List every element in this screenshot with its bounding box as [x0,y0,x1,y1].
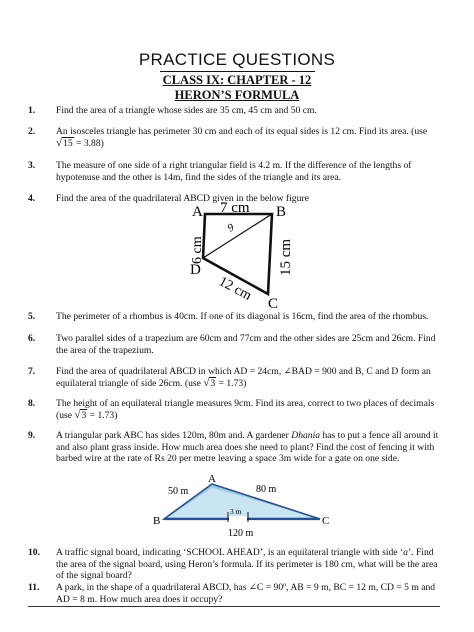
question-text: Find the area of the quadrilateral ABCD given in the below figure [56,193,309,204]
question-number: 9. [28,430,36,441]
sqrt-radicand: 3 [81,409,87,421]
question-text-main: The height of an equilateral triangle measures 9cm. Find its area, correct to two places of decimals (use [56,398,435,421]
question-6 [28,333,440,356]
formula-heading: HERON’S FORMULA [174,88,300,102]
title-underline [160,71,315,72]
question-number: 8. [28,398,36,409]
question-3 [28,160,440,183]
question-9 [28,430,440,465]
question-number: 7. [28,366,36,377]
side-ab-label: 50 m [168,486,189,497]
question-text-a: A triangular park ABC has sides 120m, 80m and. A gardener [56,430,292,441]
question-text-b: has to put a fence all around it and also plant grass inside. How much area does she need to plant? Find the cost of fencing it with barbed wire at the rate of Rs 20 per metre leaving a space 3m wide for a gate on one side. [56,430,439,465]
question-text [56,126,440,149]
diagonal-label: 9 [225,221,237,235]
question-text-a: A traffic signal board, indicating ‘SCHOOL AHEAD’, is an equilateral triangle with side ‘ [56,547,404,558]
question-text-tail: = 3.88) [73,137,104,149]
question-11 [28,582,440,605]
sqrt-radicand: 3 [210,377,216,389]
park-inner-fill [168,488,316,517]
gardener-name: Dhania [291,430,321,441]
vertex-b-label: B [153,515,161,527]
vertex-c-label: C [322,515,330,527]
question-2 [28,126,440,149]
question-text-b: ’. Find the area of the signal board, using Heron’s formula. If its perimeter is 180 cm, what will be the area of the signal board? [56,547,438,582]
question-number: 5. [28,311,36,322]
question-text [56,398,440,421]
question-number: 10. [28,547,40,558]
question-text-main: An isosceles triangle has perimeter 30 cm and each of its equal sides is 12 cm. Find its area. (use [56,126,428,137]
question-number: 3. [28,160,36,171]
class-chapter-heading: CLASS IX: CHAPTER - 12 [162,73,312,87]
question-text-main: Find the area of quadrilateral ABCD in which AD = 24cm, ∠BAD = 900 and B, C and D form an equilateral triangle of side 26cm. (use [56,366,431,389]
question-text [56,366,440,389]
question-5 [28,311,440,323]
side-ab-label: 7 cm [220,200,250,216]
question-number: 6. [28,333,36,344]
vertex-d-label: D [190,262,201,278]
question-text [56,430,440,465]
quadrilateral-figure [180,196,300,310]
gate-label: 3 m [230,507,242,516]
vertex-c-label: C [268,296,279,310]
question-text-tail: = 1.73) [87,409,118,421]
side-ad-label: 6 cm [190,236,205,264]
bottom-rule [28,606,440,607]
park-triangle-figure [150,472,340,544]
vertex-a-label: A [208,473,216,485]
question-number: 4. [28,193,36,204]
side-variable: a [403,547,408,558]
side-dc-label: 12 cm [216,274,254,304]
sqrt-symbol: √3 [74,408,87,421]
question-text: A park, in the shape of a quadrilateral ABCD, has ∠C = 90º, AB = 9 m, BC = 12 m, CD = 5 m and AD = 8 m. How much area does it occupy? [56,582,436,605]
diagonal-bd [203,214,272,258]
question-text-tail: = 1.73) [216,377,247,389]
question-10 [28,547,440,582]
question-number: 11. [28,582,40,593]
question-text: Two parallel sides of a trapezium are 60cm and 77cm and the other sides are 25cm and 26cm. Find the area of the trapezium. [56,333,436,356]
sqrt-radicand: 15 [63,137,73,149]
question-text [56,547,440,582]
side-bc-label: 120 m [228,528,254,539]
question-number: 2. [28,126,36,137]
question-8 [28,398,440,421]
sqrt-symbol: √3 [203,376,216,389]
side-bc-label: 15 cm [278,238,294,276]
question-number: 1. [28,105,36,116]
question-7 [28,366,440,389]
question-text: Find the area of a triangle whose sides are 35 cm, 45 cm and 50 cm. [56,105,317,116]
vertex-b-label: B [276,204,287,220]
gate-gap [229,516,247,521]
sqrt-symbol: √15 [56,136,73,149]
vertex-a-label: A [192,204,203,220]
question-text: The perimeter of a rhombus is 40cm. If one of its diagonal is 16cm, find the area of the rhombus. [56,311,429,322]
question-1 [28,105,440,117]
side-ac-label: 80 m [256,484,277,495]
question-text: The measure of one side of a right triangular field is 4.2 m. If the difference of the lengths of hypotenuse and the other is 14m, find the sides of the triangle and its area. [56,160,412,183]
page-title: PRACTICE QUESTIONS [138,50,336,69]
